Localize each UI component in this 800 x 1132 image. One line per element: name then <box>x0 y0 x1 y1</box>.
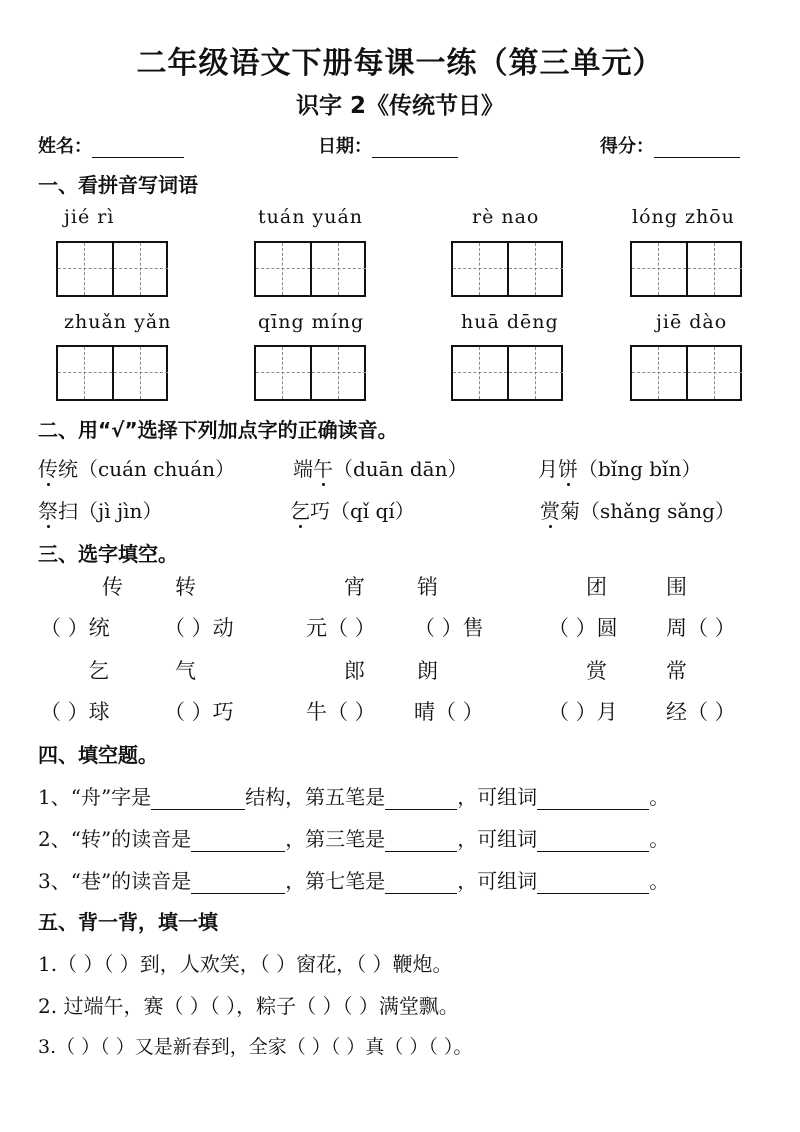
fill-line: 1、“舟”字是 结构，第五笔是 ，可组词 。 <box>38 785 670 809</box>
section2-heading: 二、用“√”选择下列加点字的正确读音。 <box>38 418 398 442</box>
score-blank[interactable] <box>654 139 740 158</box>
fill-blank[interactable]: 周（ ） <box>666 616 736 640</box>
option-char: 郎 <box>344 659 365 683</box>
option-char: 朗 <box>417 659 438 683</box>
score-field <box>600 132 740 158</box>
dotted-char: 饼 <box>558 457 578 481</box>
recite-line[interactable]: 1.（ ）（ ）到，人欢笑，（ ）窗花，（ ）鞭炮。 <box>38 952 453 976</box>
option-char: 乞 <box>88 659 109 683</box>
fill-blank[interactable]: （ ）月 <box>548 700 618 724</box>
writing-grid[interactable] <box>630 241 742 297</box>
option-char: 团 <box>586 575 607 599</box>
writing-grid[interactable] <box>451 345 563 401</box>
fill-blank[interactable]: （ ）圆 <box>548 616 618 640</box>
pinyin-label: jié rì <box>64 206 115 228</box>
dotted-char: 祭 <box>38 499 58 523</box>
pinyin-label: jiē dào <box>656 311 728 333</box>
page-title: 二年级语文下册每课一练（第三单元） <box>136 46 664 81</box>
fill-blank[interactable]: 经（ ） <box>666 700 736 724</box>
recite-line[interactable]: 2. 过端午，赛（ ）（ ），粽子（ ）（ ）满堂飘。 <box>38 994 459 1018</box>
option-char: 围 <box>666 575 687 599</box>
reading-choice[interactable]: 赏菊（shǎng sǎng） <box>540 499 735 523</box>
section3-heading: 三、选字填空。 <box>38 542 178 566</box>
page-subtitle: 识字 2《传统节日》 <box>295 93 504 119</box>
reading-choice[interactable]: 传统（cuán chuán） <box>38 457 236 481</box>
fill-line: 3、“巷”的读音是 ，第七笔是 ，可组词 。 <box>38 869 670 893</box>
fill-blank[interactable]: 牛（ ） <box>306 700 376 724</box>
answer-blank[interactable] <box>537 789 649 810</box>
pinyin-label: rè nao <box>472 206 540 228</box>
option-char: 常 <box>666 659 687 683</box>
writing-grid[interactable] <box>630 345 742 401</box>
fill-blank[interactable]: （ ）售 <box>414 616 484 640</box>
fill-blank[interactable]: （ ）巧 <box>164 700 234 724</box>
reading-choice[interactable]: 月饼（bǐng bǐn） <box>538 457 702 481</box>
section5-heading: 五、背一背，填一填 <box>38 910 218 934</box>
fill-blank[interactable]: （ ）球 <box>40 700 110 724</box>
pinyin-label: lóng zhōu <box>632 206 735 228</box>
writing-grid[interactable] <box>254 241 366 297</box>
recite-line[interactable]: 3.（ ）（ ）又是新春到，全家（ ）（ ）真（ ）（ ）。 <box>38 1036 473 1058</box>
writing-grid[interactable] <box>56 345 168 401</box>
pinyin-label: tuán yuán <box>258 206 364 228</box>
answer-blank[interactable] <box>385 789 457 810</box>
pinyin-label: zhuǎn yǎn <box>64 311 172 333</box>
reading-choice[interactable]: 端午（duān dān） <box>293 457 468 481</box>
writing-grid[interactable] <box>56 241 168 297</box>
date-label: 日期： <box>318 136 372 157</box>
answer-blank[interactable] <box>385 831 457 852</box>
answer-blank[interactable] <box>151 789 245 810</box>
fill-line: 2、“转”的读音是 ，第三笔是 ，可组词 。 <box>38 827 670 851</box>
name-label: 姓名： <box>38 136 92 157</box>
fill-blank[interactable]: （ ）动 <box>164 616 234 640</box>
name-field <box>38 132 184 158</box>
option-char: 销 <box>417 575 438 599</box>
answer-blank[interactable] <box>191 831 285 852</box>
answer-blank[interactable] <box>191 873 285 894</box>
date-field <box>318 132 458 158</box>
answer-blank[interactable] <box>385 873 457 894</box>
reading-choice[interactable]: 乞巧（qǐ qí） <box>290 499 415 523</box>
writing-grid[interactable] <box>254 345 366 401</box>
fill-blank[interactable]: （ ）统 <box>40 616 110 640</box>
writing-grid[interactable] <box>451 241 563 297</box>
option-char: 转 <box>175 575 196 599</box>
score-label: 得分： <box>600 136 654 157</box>
dotted-char: 传 <box>38 457 58 481</box>
section1-heading: 一、看拼音写词语 <box>38 173 198 197</box>
reading-choice[interactable]: 祭扫（jì jìn） <box>38 499 163 523</box>
pinyin-label: qīng míng <box>258 311 365 333</box>
answer-blank[interactable] <box>537 831 649 852</box>
dotted-char: 午 <box>313 457 333 481</box>
name-blank[interactable] <box>92 139 184 158</box>
option-char: 气 <box>175 659 196 683</box>
section4-heading: 四、填空题。 <box>38 743 158 767</box>
pinyin-label: huā dēng <box>461 311 559 333</box>
option-char: 赏 <box>586 659 607 683</box>
dotted-char: 乞 <box>290 499 310 523</box>
answer-blank[interactable] <box>537 873 649 894</box>
fill-blank[interactable]: 晴（ ） <box>414 700 484 724</box>
fill-blank[interactable]: 元（ ） <box>306 616 376 640</box>
option-char: 宵 <box>344 575 365 599</box>
option-char: 传 <box>102 575 123 599</box>
dotted-char: 赏 <box>540 499 560 523</box>
date-blank[interactable] <box>372 139 458 158</box>
